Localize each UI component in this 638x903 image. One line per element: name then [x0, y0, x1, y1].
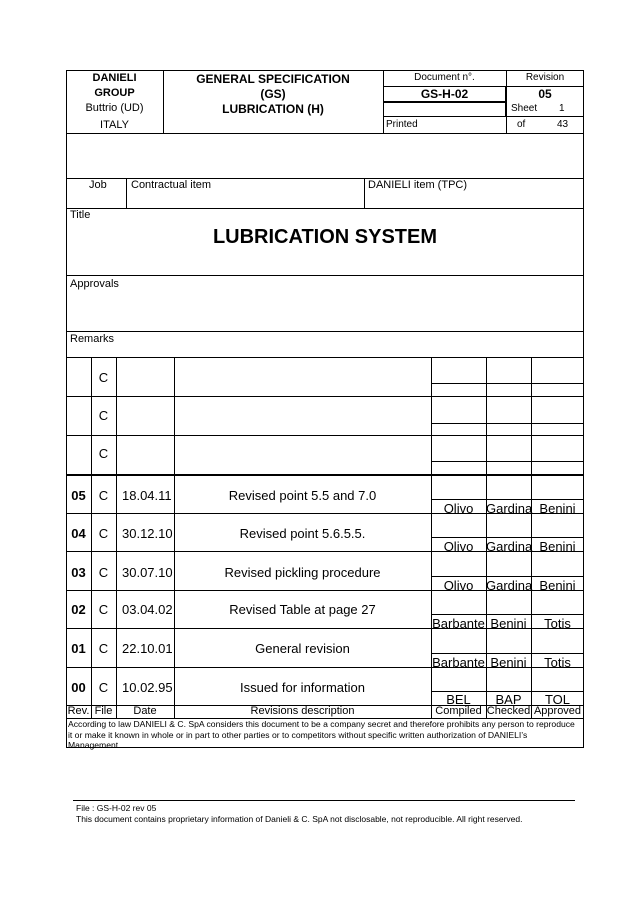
document-number-label: Document n°. [414, 72, 475, 83]
spec-lubrication: LUBRICATION (H) [222, 102, 324, 116]
checked-by: Gardina [486, 539, 533, 554]
sheet-number: 1 [559, 103, 565, 114]
file-cell: C [98, 680, 109, 695]
footer-notice: This document contains proprietary information of Danieli & C. SpA not disclosable, not reproducible. All right reserved. [76, 814, 523, 824]
rev-number: 01 [71, 641, 86, 656]
signature-line [431, 576, 584, 577]
job-label: Job [89, 179, 107, 191]
confidentiality-notice: Management. [68, 740, 121, 750]
header-bottom-line [66, 133, 584, 134]
compiled-by: Olivo [443, 501, 474, 516]
compiled-header: Compiled [435, 705, 482, 717]
rev-date: 22.10.01 [122, 641, 173, 656]
spec-title: GENERAL SPECIFICATION [196, 72, 350, 86]
signature-line [431, 653, 584, 654]
checked-by: BAP [495, 692, 522, 707]
approvals-bottom-line [66, 331, 584, 332]
spec-subtitle: (GS) [260, 87, 286, 101]
approved-by: Totis [544, 616, 571, 631]
rev-date: 30.07.10 [122, 565, 173, 580]
printed-label: Printed [386, 119, 418, 130]
rev-description: Revised point 5.6.5.5. [239, 526, 366, 541]
sheet-label: Sheet [511, 103, 538, 114]
of-label: of [517, 119, 526, 130]
file-cell: C [98, 526, 109, 541]
rev-date: 18.04.11 [122, 488, 172, 503]
rev-number: 00 [71, 680, 86, 695]
checked-by: Benini [490, 655, 527, 670]
file-cell: C [98, 370, 109, 385]
compiled-by: Barbante [432, 655, 485, 670]
header-divider [383, 101, 506, 103]
file-cell: C [98, 565, 109, 580]
rev-description: General revision [255, 641, 350, 656]
rev-number: 04 [71, 526, 86, 541]
approved-by: TOL [544, 692, 571, 707]
company-group: GROUP [94, 87, 135, 99]
signature-line [431, 537, 584, 538]
header-divider [383, 116, 584, 117]
compiled-by: Barbante [432, 616, 485, 631]
row-line [66, 474, 584, 476]
title-label: Title [70, 209, 91, 221]
contractual-item-label: Contractual item [131, 179, 212, 191]
total-sheets: 43 [557, 119, 569, 130]
danieli-item-label: DANIELI item (TPC) [368, 179, 468, 191]
job-divider [364, 178, 365, 208]
rev-number: 03 [71, 565, 86, 580]
remarks-bottom-line [66, 357, 584, 358]
confidentiality-notice: According to law DANIELI & C. SpA considers this document to be a company secret and therefore prohibits any person to reproduce [68, 719, 575, 729]
signature-line [431, 614, 584, 615]
document-number: GS-H-02 [420, 87, 469, 101]
approved-by: Benini [539, 578, 576, 593]
signature-line [431, 383, 584, 384]
title-bottom-line [66, 275, 584, 276]
signature-line [431, 461, 584, 462]
confidentiality-notice: it or make it known in whole or in part to other parties or to competitors without specific written authorization of DANIELI’s [68, 730, 528, 740]
job-row-bottom [66, 208, 584, 209]
compiled-by: Olivo [443, 578, 474, 593]
approved-by: Benini [539, 539, 576, 554]
date-header: Date [133, 705, 157, 717]
remarks-label: Remarks [70, 333, 115, 345]
rev-description: Revised point 5.5 and 7.0 [228, 488, 377, 503]
rev-number: 05 [71, 488, 86, 503]
footer-file: File : GS-H-02 rev 05 [76, 803, 157, 813]
approvals-label: Approvals [70, 278, 119, 290]
company-name: DANIELI [92, 72, 137, 84]
signature-line [431, 499, 584, 500]
approved-by: Totis [544, 655, 571, 670]
signature-line [431, 423, 584, 424]
row-line [66, 396, 584, 397]
footer-rule [73, 800, 575, 801]
rev-description: Revised pickling procedure [224, 565, 381, 580]
file-cell: C [98, 408, 109, 423]
document-title: LUBRICATION SYSTEM [212, 226, 438, 248]
rev-header: Rev. [67, 705, 90, 717]
file-header: File [94, 705, 113, 717]
rev-date: 10.02.95 [122, 680, 173, 695]
file-cell: C [98, 488, 109, 503]
checked-by: Gardina [486, 578, 533, 593]
checked-by: Gardina [486, 501, 533, 516]
rev-date: 30.12.10 [122, 526, 173, 541]
company-city: Buttrio (UD) [85, 102, 144, 114]
description-header: Revisions description [250, 705, 355, 717]
rev-date: 03.04.02 [122, 602, 173, 617]
rev-description: Issued for information [239, 680, 365, 695]
checked-by: Benini [490, 616, 527, 631]
approved-by: Benini [539, 501, 576, 516]
compiled-by: Olivo [443, 539, 474, 554]
checked-header: Checked [486, 705, 531, 717]
rev-number: 02 [71, 602, 86, 617]
job-divider [126, 178, 127, 208]
file-cell: C [98, 602, 109, 617]
approved-header: Approved [533, 705, 582, 717]
file-cell: C [98, 446, 109, 461]
compiled-by: BEL [446, 692, 471, 707]
company-country: ITALY [100, 119, 129, 131]
column-divider [116, 357, 117, 718]
revision-label: Revision [525, 72, 565, 83]
revision-number: 05 [538, 87, 552, 101]
header-divider [383, 86, 584, 87]
row-line [66, 435, 584, 436]
file-cell: C [98, 641, 109, 656]
rev-description: Revised Table at page 27 [229, 602, 376, 617]
